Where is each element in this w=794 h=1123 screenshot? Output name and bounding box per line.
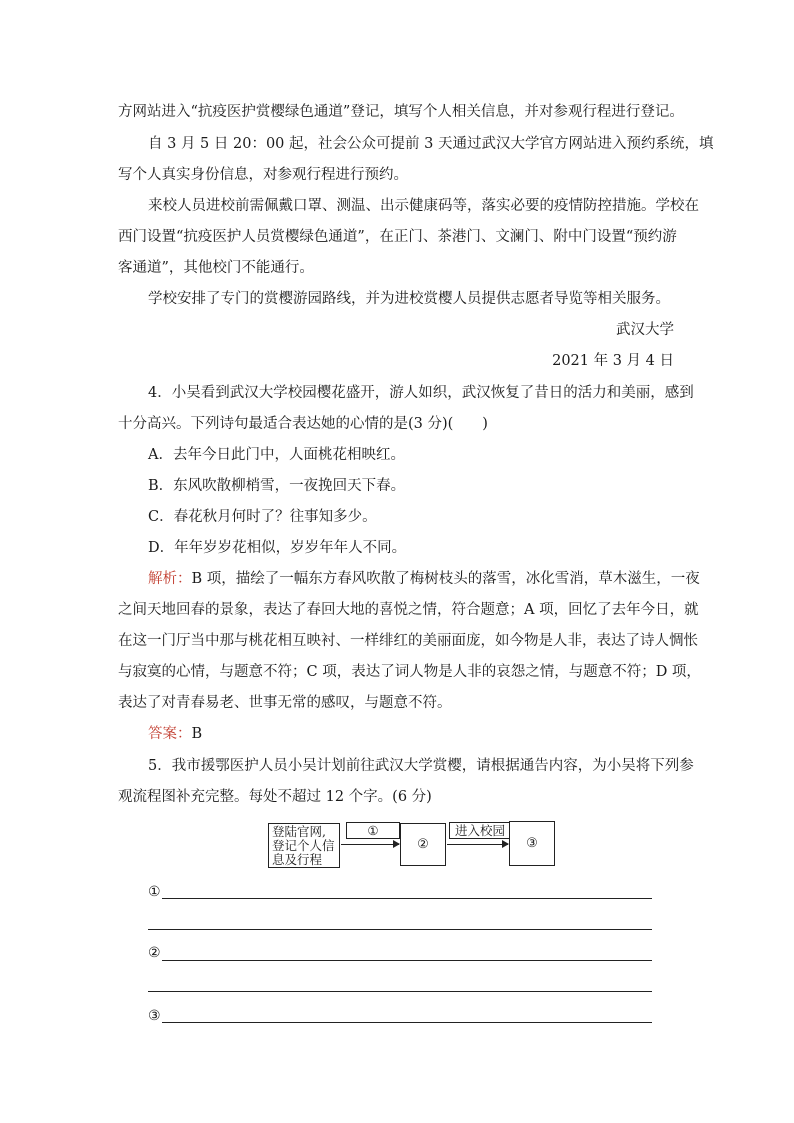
notice-paragraph-3-line-2: 西门设置“抗疫医护人员赏樱绿色通道”，在正门、茶港门、文澜门、附中门设置“预约游 — [118, 229, 677, 245]
analysis-text-1: B 项，描绘了一幅东方春风吹散了梅树枝头的落雪，冰化雪消，草木滋生，一夜 — [191, 571, 700, 587]
answer-line-1a[interactable] — [162, 898, 652, 899]
flow-box-login-line-3: 息及行程 — [272, 851, 323, 867]
q4-stem-line-1: 4．小吴看到武汉大学校园樱花盛开，游人如织，武汉恢复了昔日的活力和美丽，感到 — [148, 385, 694, 401]
answer-line-3[interactable] — [162, 1022, 652, 1023]
q4-analysis-line-2: 之间天地回春的景象，表达了春回大地的喜悦之情，符合题意；A 项，回忆了去年今日，就 — [118, 602, 699, 618]
flow-arrow-2 — [447, 844, 508, 845]
flow-box-login-line-2: 登记个人信 — [272, 837, 335, 853]
notice-paragraph-4: 学校安排了专门的赏樱游园路线，并为进校赏樱人员提供志愿者导览等相关服务。 — [148, 291, 670, 307]
flow-box-2: ② — [400, 823, 446, 866]
q4-option-a: A．去年今日此门中，人面桃花相映红。 — [148, 447, 405, 463]
flow-arrow-1 — [341, 844, 399, 845]
q5-stem-line-2: 观流程图补充完整。每处不超过 12 个字。(6 分) — [118, 789, 432, 805]
flow-box-3: ③ — [509, 821, 555, 866]
notice-signature: 武汉大学 — [616, 322, 674, 338]
q4-analysis-line-4: 与寂寞的心情，与题意不符；C 项，表达了词人物是人非的哀怨之情，与题意不符；D 项， — [118, 664, 701, 680]
flow-box-login — [268, 823, 340, 868]
analysis-label: 解析： — [148, 571, 192, 587]
answer-label: 答案： — [148, 726, 192, 742]
q4-analysis-line-5: 表达了对青春易老、世事无常的感叹，与题意不符。 — [118, 695, 452, 711]
answer-mark-3: ③ — [148, 1008, 161, 1024]
q4-option-b: B．东风吹散柳梢雪，一夜挽回天下春。 — [148, 478, 406, 494]
q4-answer — [148, 724, 202, 744]
flow-arrow-label-1: ① — [346, 822, 400, 839]
notice-paragraph-1: 方网站进入“抗疫医护赏樱绿色通道”登记，填写个人相关信息，并对参观行程进行登记。 — [118, 104, 684, 120]
flow-box-login-line-1: 登陆官网, — [272, 823, 326, 839]
q4-analysis-line-1 — [148, 569, 700, 589]
answer-mark-1: ① — [148, 884, 161, 900]
q4-option-d: D．年年岁岁花相似，岁岁年年人不同。 — [148, 540, 407, 556]
notice-paragraph-3-line-3: 客通道”，其他校门不能通行。 — [118, 260, 314, 276]
flow-arrow-label-2: 进入校园 — [449, 822, 511, 839]
q5-stem-line-1: 5．我市援鄂医护人员小吴计划前往武汉大学赏樱，请根据通告内容，为小吴将下列参 — [148, 758, 694, 774]
answer-mark-2: ② — [148, 945, 161, 961]
answer-value: B — [191, 726, 203, 742]
notice-date: 2021 年 3 月 4 日 — [552, 353, 674, 369]
notice-paragraph-2-line-1: 自 3 月 5 日 20：00 起，社会公众可提前 3 天通过武汉大学官方网站进入预约系统，填 — [148, 136, 714, 152]
answer-line-2a[interactable] — [162, 960, 652, 961]
answer-line-1b[interactable] — [148, 929, 652, 930]
q4-option-c: C．春花秋月何时了？往事知多少。 — [148, 509, 377, 525]
notice-paragraph-2-line-2: 写个人真实身份信息，对参观行程进行预约。 — [118, 167, 408, 183]
q4-analysis-line-3: 在这一门厅当中那与桃花相互映衬、一样绯红的美丽面庞，如今物是人非，表达了诗人惆怅 — [118, 633, 698, 649]
q4-stem-line-2: 十分高兴。下列诗句最适合表达她的心情的是(3 分)( ) — [118, 416, 488, 432]
answer-line-2b[interactable] — [148, 991, 652, 992]
notice-paragraph-3-line-1: 来校人员进校前需佩戴口罩、测温、出示健康码等，落实必要的疫情防控措施。学校在 — [148, 198, 699, 214]
